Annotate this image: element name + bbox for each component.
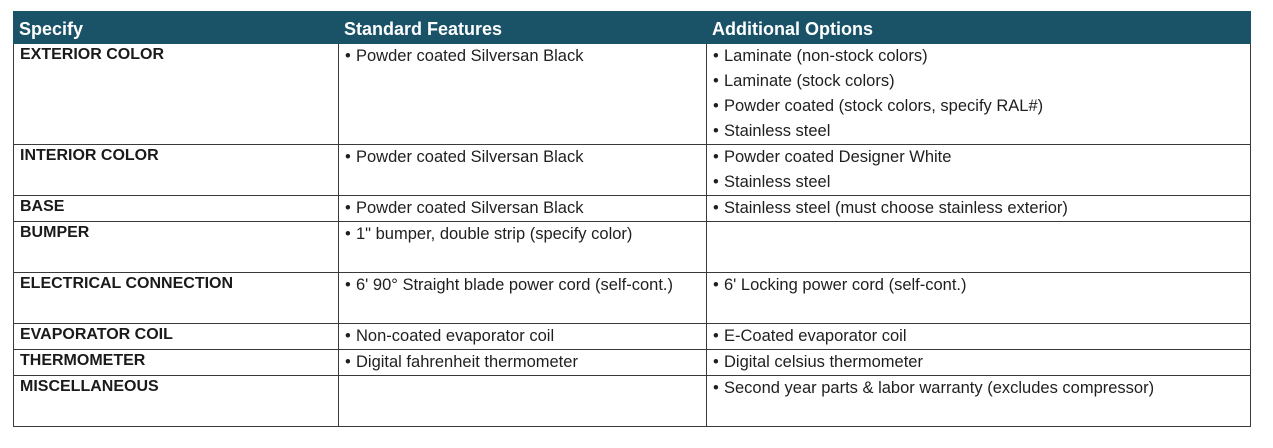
list-item <box>713 324 1244 349</box>
item-text: Powder coated Silversan Black <box>356 47 584 65</box>
item-text: 1" bumper, double strip (specify color) <box>356 225 633 243</box>
list-item <box>713 350 1244 375</box>
table-row <box>14 376 1251 427</box>
bullet: • <box>345 327 351 345</box>
item-text: 6' 90° Straight blade power cord (self-cont.) <box>356 276 673 294</box>
additional-options-cell <box>707 324 1251 350</box>
additional-options-cell <box>707 196 1251 222</box>
spec-name: BUMPER <box>14 222 339 273</box>
list-item <box>713 119 1244 144</box>
bullet: • <box>713 97 719 115</box>
table-header-row <box>14 12 1251 44</box>
spec-name: BASE <box>14 196 339 222</box>
spec-name: THERMOMETER <box>14 350 339 376</box>
list-item <box>713 273 1244 298</box>
table-row <box>14 145 1251 196</box>
item-text: Non-coated evaporator coil <box>356 327 555 345</box>
standard-features-cell <box>339 324 707 350</box>
item-text: 6' Locking power cord (self-cont.) <box>724 276 967 294</box>
standard-features-cell <box>339 273 707 324</box>
specification-table <box>13 11 1251 427</box>
spec-name: EVAPORATOR COIL <box>14 324 339 350</box>
table-row <box>14 273 1251 324</box>
header-specify: Specify <box>14 12 339 44</box>
item-text: Stainless steel (must choose stainless exterior) <box>724 199 1068 217</box>
item-text: Laminate (stock colors) <box>724 72 895 90</box>
bullet: • <box>713 276 719 294</box>
item-text: Laminate (non-stock colors) <box>724 47 928 65</box>
additional-options-cell <box>707 44 1251 145</box>
bullet: • <box>345 353 351 371</box>
item-text: Powder coated Designer White <box>724 148 952 166</box>
standard-features-cell <box>339 350 707 376</box>
table-row <box>14 222 1251 273</box>
item-text: Digital celsius thermometer <box>724 353 923 371</box>
spec-name: INTERIOR COLOR <box>14 145 339 196</box>
list-item <box>345 273 700 298</box>
bullet: • <box>713 379 719 397</box>
bullet: • <box>713 173 719 191</box>
item-text: Powder coated Silversan Black <box>356 148 584 166</box>
bullet: • <box>345 47 351 65</box>
list-item <box>345 324 700 349</box>
bullet: • <box>345 276 351 294</box>
bullet: • <box>345 148 351 166</box>
spec-name: ELECTRICAL CONNECTION <box>14 273 339 324</box>
list-item <box>345 145 700 170</box>
spec-name: MISCELLANEOUS <box>14 376 339 427</box>
standard-features-cell <box>339 222 707 273</box>
additional-options-cell <box>707 222 1251 273</box>
list-item <box>713 196 1244 221</box>
header-additional-options: Additional Options <box>707 12 1251 44</box>
additional-options-cell <box>707 145 1251 196</box>
item-text: Second year parts & labor warranty (excludes compressor) <box>724 379 1155 397</box>
header-standard-features: Standard Features <box>339 12 707 44</box>
list-item <box>345 350 700 375</box>
list-item <box>713 94 1244 119</box>
list-item <box>713 145 1244 170</box>
additional-options-cell <box>707 273 1251 324</box>
item-text: Digital fahrenheit thermometer <box>356 353 578 371</box>
additional-options-cell <box>707 350 1251 376</box>
bullet: • <box>713 199 719 217</box>
list-item <box>713 376 1244 401</box>
bullet: • <box>345 225 351 243</box>
item-text: Powder coated (stock colors, specify RAL#) <box>724 97 1044 115</box>
list-item <box>345 196 700 221</box>
list-item <box>345 44 700 69</box>
standard-features-cell <box>339 196 707 222</box>
bullet: • <box>345 199 351 217</box>
table-row <box>14 324 1251 350</box>
spec-name: EXTERIOR COLOR <box>14 44 339 145</box>
table-row <box>14 350 1251 376</box>
bullet: • <box>713 327 719 345</box>
list-item <box>345 222 700 247</box>
bullet: • <box>713 72 719 90</box>
item-text: E-Coated evaporator coil <box>724 327 907 345</box>
additional-options-cell <box>707 376 1251 427</box>
table-row <box>14 196 1251 222</box>
item-text: Powder coated Silversan Black <box>356 199 584 217</box>
item-text: Stainless steel <box>724 173 831 191</box>
bullet: • <box>713 122 719 140</box>
standard-features-cell <box>339 376 707 427</box>
list-item <box>713 69 1244 94</box>
list-item <box>713 170 1244 195</box>
table-row <box>14 44 1251 145</box>
bullet: • <box>713 148 719 166</box>
bullet: • <box>713 47 719 65</box>
standard-features-cell <box>339 44 707 145</box>
bullet: • <box>713 353 719 371</box>
standard-features-cell <box>339 145 707 196</box>
item-text: Stainless steel <box>724 122 831 140</box>
list-item <box>713 44 1244 69</box>
